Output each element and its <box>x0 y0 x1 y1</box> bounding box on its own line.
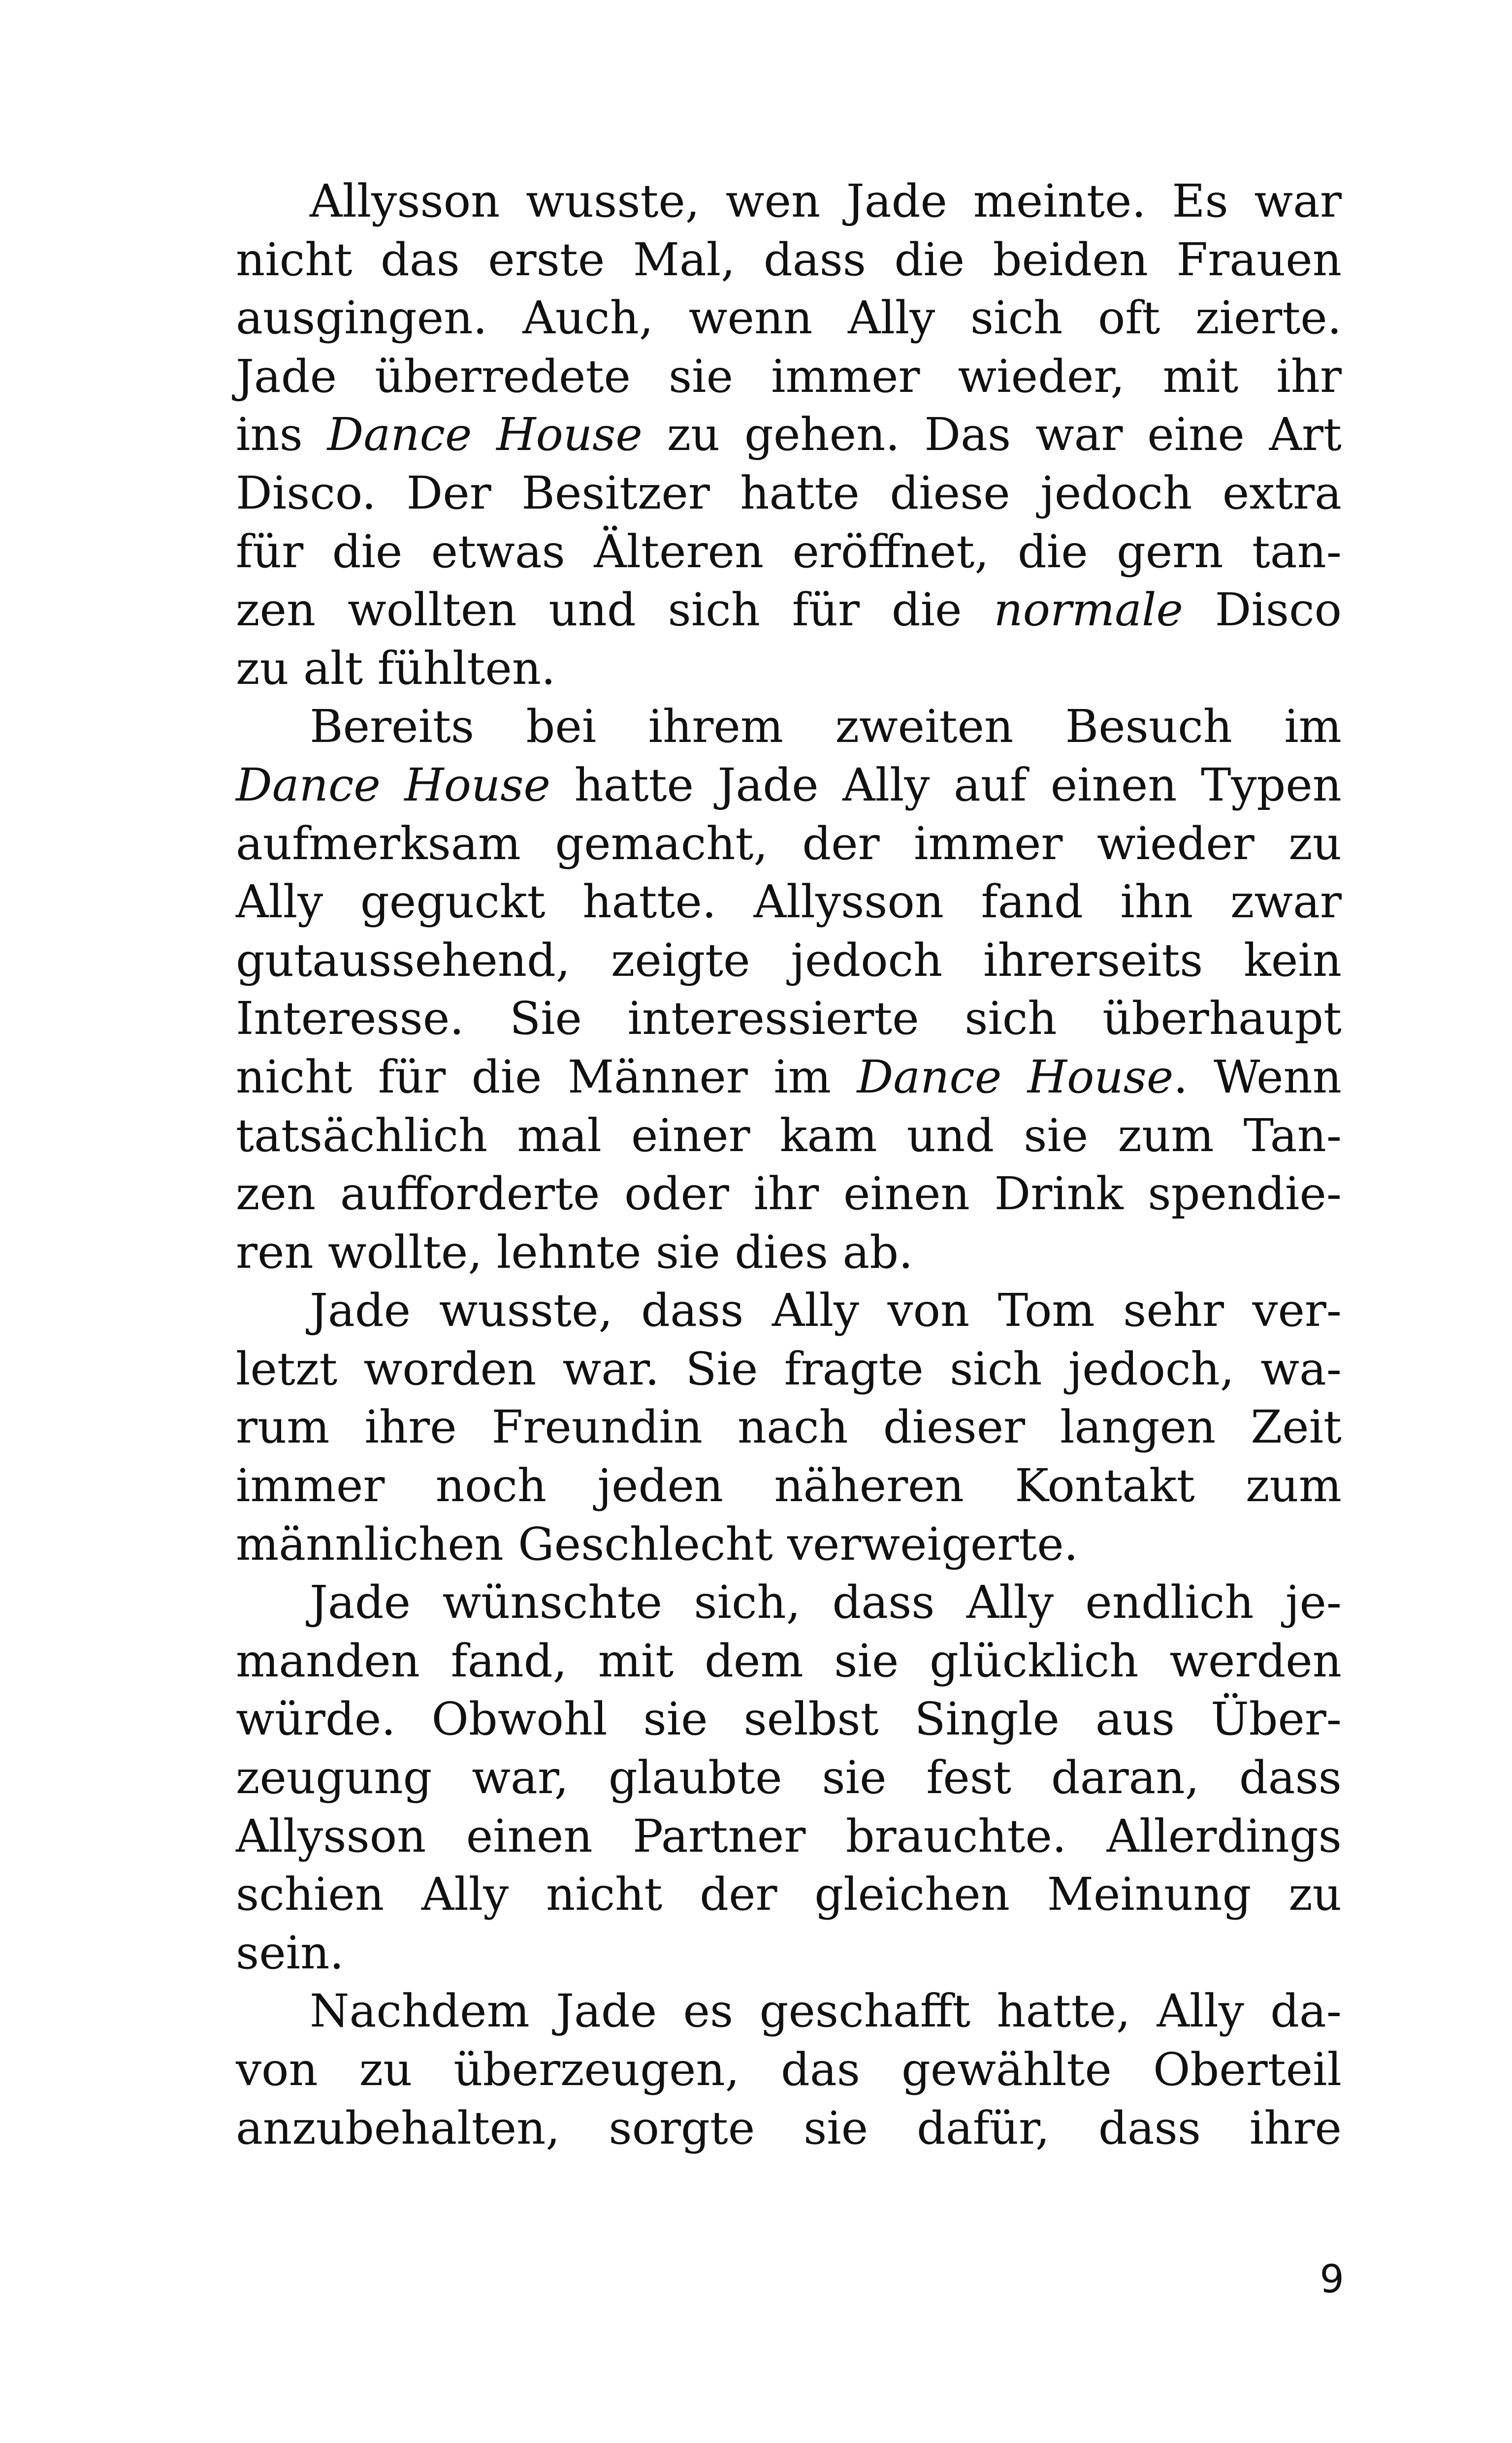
text-line <box>236 698 1342 756</box>
text-line <box>236 1282 1342 1340</box>
text-run: zeugung war, glaubte sie fest daran, dass <box>236 1751 1342 1804</box>
text-run: Jade überredete sie immer wieder, mit ihr <box>236 350 1342 403</box>
text-run: zu gehen. Das war eine Art <box>642 408 1342 461</box>
text-run: rum ihre Freundin nach dieser langen Zeit <box>236 1401 1342 1454</box>
text-run: Nachdem Jade es geschafft hatte, Ally da- <box>310 1985 1342 2038</box>
text-line <box>236 1340 1342 1399</box>
text-run: Allysson wusste, wen Jade meinte. Es war <box>310 175 1342 227</box>
text-line <box>236 932 1342 990</box>
text-run: Jade wünschte sich, dass Ally endlich je- <box>310 1576 1342 1629</box>
text-run: letzt worden war. Sie fragte sich jedoch, wa- <box>236 1342 1342 1395</box>
text-run: gutaussehend, zeigte jedoch ihrerseits kein <box>236 933 1342 987</box>
body-text <box>236 172 1342 2157</box>
text-run: zu alt fühlten. <box>236 642 556 695</box>
text-line <box>236 523 1342 581</box>
text-run: zen wollten und sich für die <box>236 583 994 637</box>
text-line <box>236 1807 1342 1866</box>
italic-text: Dance House <box>236 758 550 811</box>
text-line <box>236 1223 1342 1282</box>
text-line <box>236 1865 1342 1924</box>
text-line <box>236 406 1342 464</box>
text-line <box>236 2099 1342 2158</box>
text-run: sein. <box>236 1926 344 1979</box>
text-run: ausgingen. Auch, wenn Ally sich oft zierte. <box>236 291 1342 345</box>
text-run: Disco <box>1183 583 1342 637</box>
text-run: aufmerksam gemacht, der immer wieder zu <box>236 817 1342 870</box>
italic-text: Dance House <box>327 408 643 461</box>
text-run: Ally geguckt hatte. Allysson fand ihn zwar <box>236 875 1342 929</box>
text-line <box>236 1574 1342 1632</box>
page-number: 9 <box>1319 2257 1344 2302</box>
text-line <box>236 2041 1342 2099</box>
text-line <box>236 1982 1342 2041</box>
text-line <box>236 1690 1342 1749</box>
text-run: schien Ally nicht der gleichen Meinung zu <box>236 1868 1342 1921</box>
text-run: nicht für die Männer im <box>236 1050 857 1103</box>
text-run: nicht das erste Mal, dass die beiden Frauen <box>236 233 1342 286</box>
text-run: anzubehalten, sorgte sie dafür, dass ihre <box>236 2101 1342 2154</box>
italic-text: Dance House <box>857 1050 1174 1103</box>
text-line <box>236 815 1342 873</box>
text-run: Interesse. Sie interessierte sich überhaupt <box>236 992 1342 1045</box>
text-run: für die etwas Älteren eröffnet, die gern tan- <box>236 525 1342 578</box>
text-run: . Wenn <box>1173 1050 1342 1103</box>
text-run: tatsächlich mal einer kam und sie zum Tan- <box>236 1109 1342 1162</box>
text-line <box>236 1749 1342 1807</box>
text-run: ins <box>236 408 327 461</box>
text-run: zen aufforderte oder ihr einen Drink spendie- <box>236 1167 1342 1221</box>
text-run: Jade wusste, dass Ally von Tom sehr ver- <box>310 1284 1342 1337</box>
text-run: Bereits bei ihrem zweiten Besuch im <box>310 700 1342 753</box>
text-run: Disco. Der Besitzer hatte diese jedoch extra <box>236 466 1342 519</box>
text-line <box>236 231 1342 289</box>
text-run: manden fand, mit dem sie glücklich werden <box>236 1634 1342 1687</box>
text-line <box>236 464 1342 523</box>
text-line <box>236 1165 1342 1223</box>
text-run: männlichen Geschlecht verweigerte. <box>236 1517 1078 1571</box>
text-line <box>236 1924 1342 1983</box>
text-line <box>236 1048 1342 1107</box>
text-line <box>236 1398 1342 1457</box>
text-run: Allysson einen Partner brauchte. Allerdings <box>236 1809 1342 1863</box>
text-line <box>236 756 1342 815</box>
text-line <box>236 1457 1342 1515</box>
text-run: von zu überzeugen, das gewählte Oberteil <box>236 2043 1342 2096</box>
text-line <box>236 581 1342 640</box>
text-line <box>236 1632 1342 1691</box>
text-line <box>236 172 1342 231</box>
text-run: hatte Jade Ally auf einen Typen <box>550 758 1342 811</box>
text-run: ren wollte, lehnte sie dies ab. <box>236 1225 913 1279</box>
text-line <box>236 990 1342 1048</box>
text-line <box>236 640 1342 698</box>
text-line <box>236 289 1342 348</box>
italic-text: normale <box>994 583 1183 637</box>
text-line <box>236 348 1342 406</box>
text-line <box>236 1515 1342 1574</box>
text-line <box>236 873 1342 932</box>
text-run: würde. Obwohl sie selbst Single aus Über- <box>236 1693 1342 1746</box>
text-line <box>236 1107 1342 1165</box>
text-run: immer noch jeden näheren Kontakt zum <box>236 1459 1342 1512</box>
